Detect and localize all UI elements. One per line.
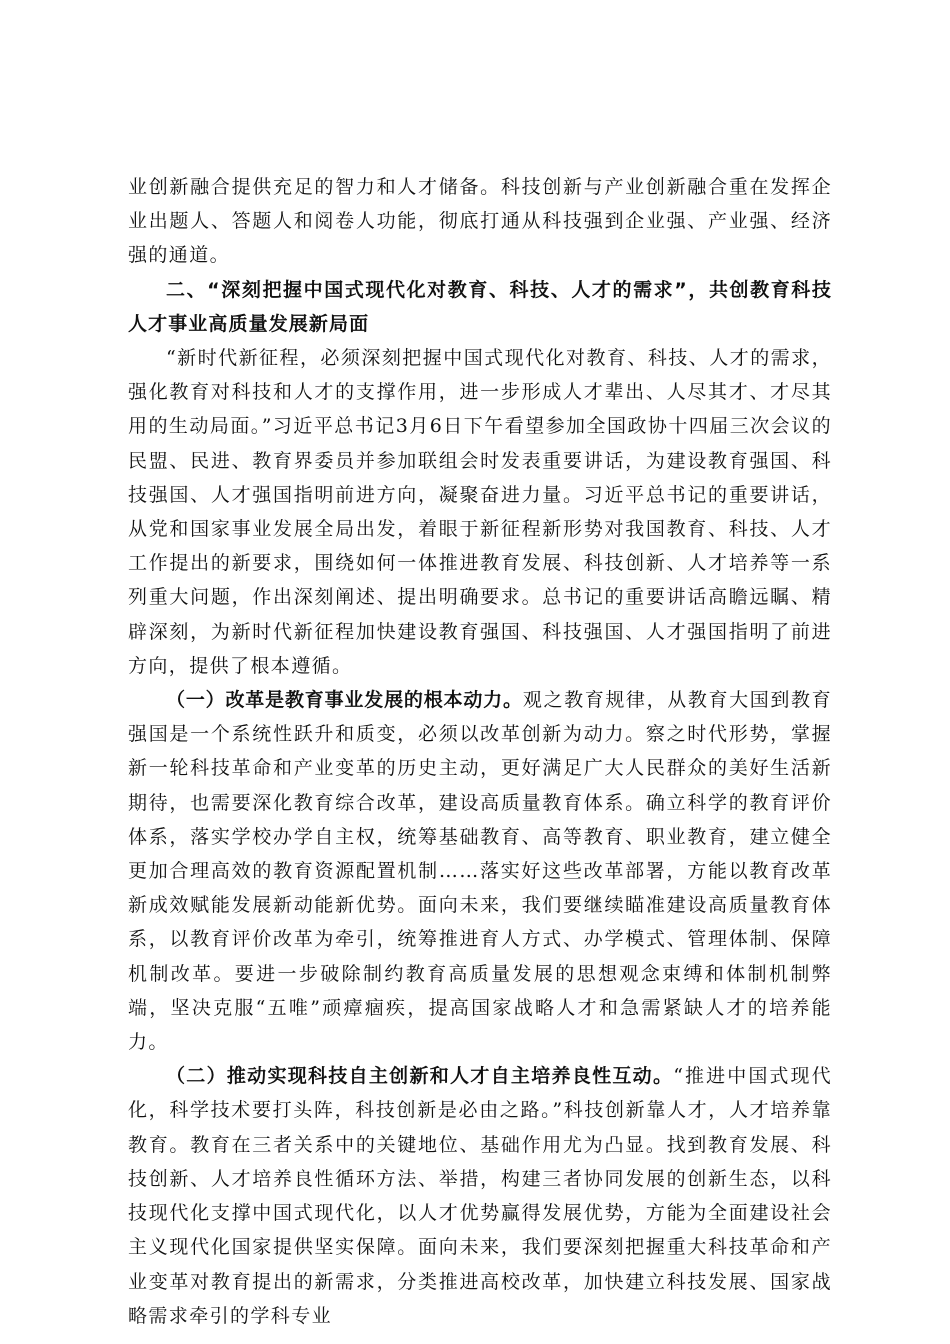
section-heading: 二、“深刻把握中国式现代化对教育、科技、人才的需求”，共创教育科技人才事业高质量发展新局面 — [128, 278, 832, 335]
point-1-lead: （一）改革是教育事业发展的根本动力。 — [166, 689, 523, 712]
paragraph-continuation: 业创新融合提供充足的智力和人才储备。科技创新与产业创新融合重在发挥企业出题人、答题人和阅卷人功能，彻底打通从科技强到企业强、产业强、经济强的通道。 — [128, 176, 832, 267]
point-2-body: “推进中国式现代化，科学技术要打头阵，科技创新是必由之路。”科技创新靠人才，人才培养靠教育。教育在三者关系中的关键地位、基础作用尤为凸显。找到教育发展、科技创新、人才培养良性循环方法、举措，构建三者协同发展的创新生态，以科技现代化支撑中国式现代化，以人才优势赢得发展优势，方能为全面建设社会主义现代化国家提供坚实保障。面向未来，我们要深刻把握重大科技革命和产业变革对教育提出的新需求，分类推进高校改革，加快建立科技发展、国家战略需求牵引的学科专业 — [128, 1065, 832, 1327]
point-2-lead: （二）推动实现科技自主创新和人才自主培养良性互动。 — [166, 1065, 674, 1088]
paragraph-quote: “新时代新征程，必须深刻把握中国式现代化对教育、科技、人才的需求，强化教育对科技和人才的支撑作用，进一步形成人才辈出、人尽其才、才尽其用的生动局面。”习近平总书记3月6日下午看望参加全国政协十四届三次会议的民盟、民进、教育界委员并参加联组会时发表重要讲话，为建设教育强国、科技强国、人才强国指明前进方向，凝聚奋进力量。习近平总书记的重要讲话，从党和国家事业发展全局出发，着眼于新征程新形势对我国教育、科技、人才工作提出的新要求，围绕如何一体推进教育发展、科技创新、人才培养等一系列重大问题，作出深刻阐述、提出明确要求。总书记的重要讲话高瞻远瞩、精辟深刻，为新时代新征程加快建设教育强国、科技强国、人才强国指明了前进方向，提供了根本遵循。 — [128, 347, 832, 677]
paragraph-point-1 — [128, 683, 832, 1059]
point-1-body: 观之教育规律，从教育大国到教育强国是一个系统性跃升和质变，必须以改革创新为动力。察之时代形势，掌握新一轮科技革命和产业变革的历史主动，更好满足广大人民群众的美好生活新期待，也需要深化教育综合改革，建设高质量教育体系。确立科学的教育评价体系，落实学校办学自主权，统筹基础教育、高等教育、职业教育，建立健全更加合理高效的教育资源配置机制……落实好这些改革部署，方能以教育改革新成效赋能发展新动能新优势。面向未来，我们要继续瞄准建设高质量教育体系，以教育评价改革为牵引，统筹推进育人方式、办学模式、管理体制、保障机制改革。要进一步破除制约教育高质量发展的思想观念束缚和体制机制弊端，坚决克服“五唯”顽瘴痼疾，提高国家战略人才和急需紧缺人才的培养能力。 — [128, 689, 832, 1054]
paragraph-point-2 — [128, 1059, 832, 1333]
document-page — [128, 170, 832, 1333]
